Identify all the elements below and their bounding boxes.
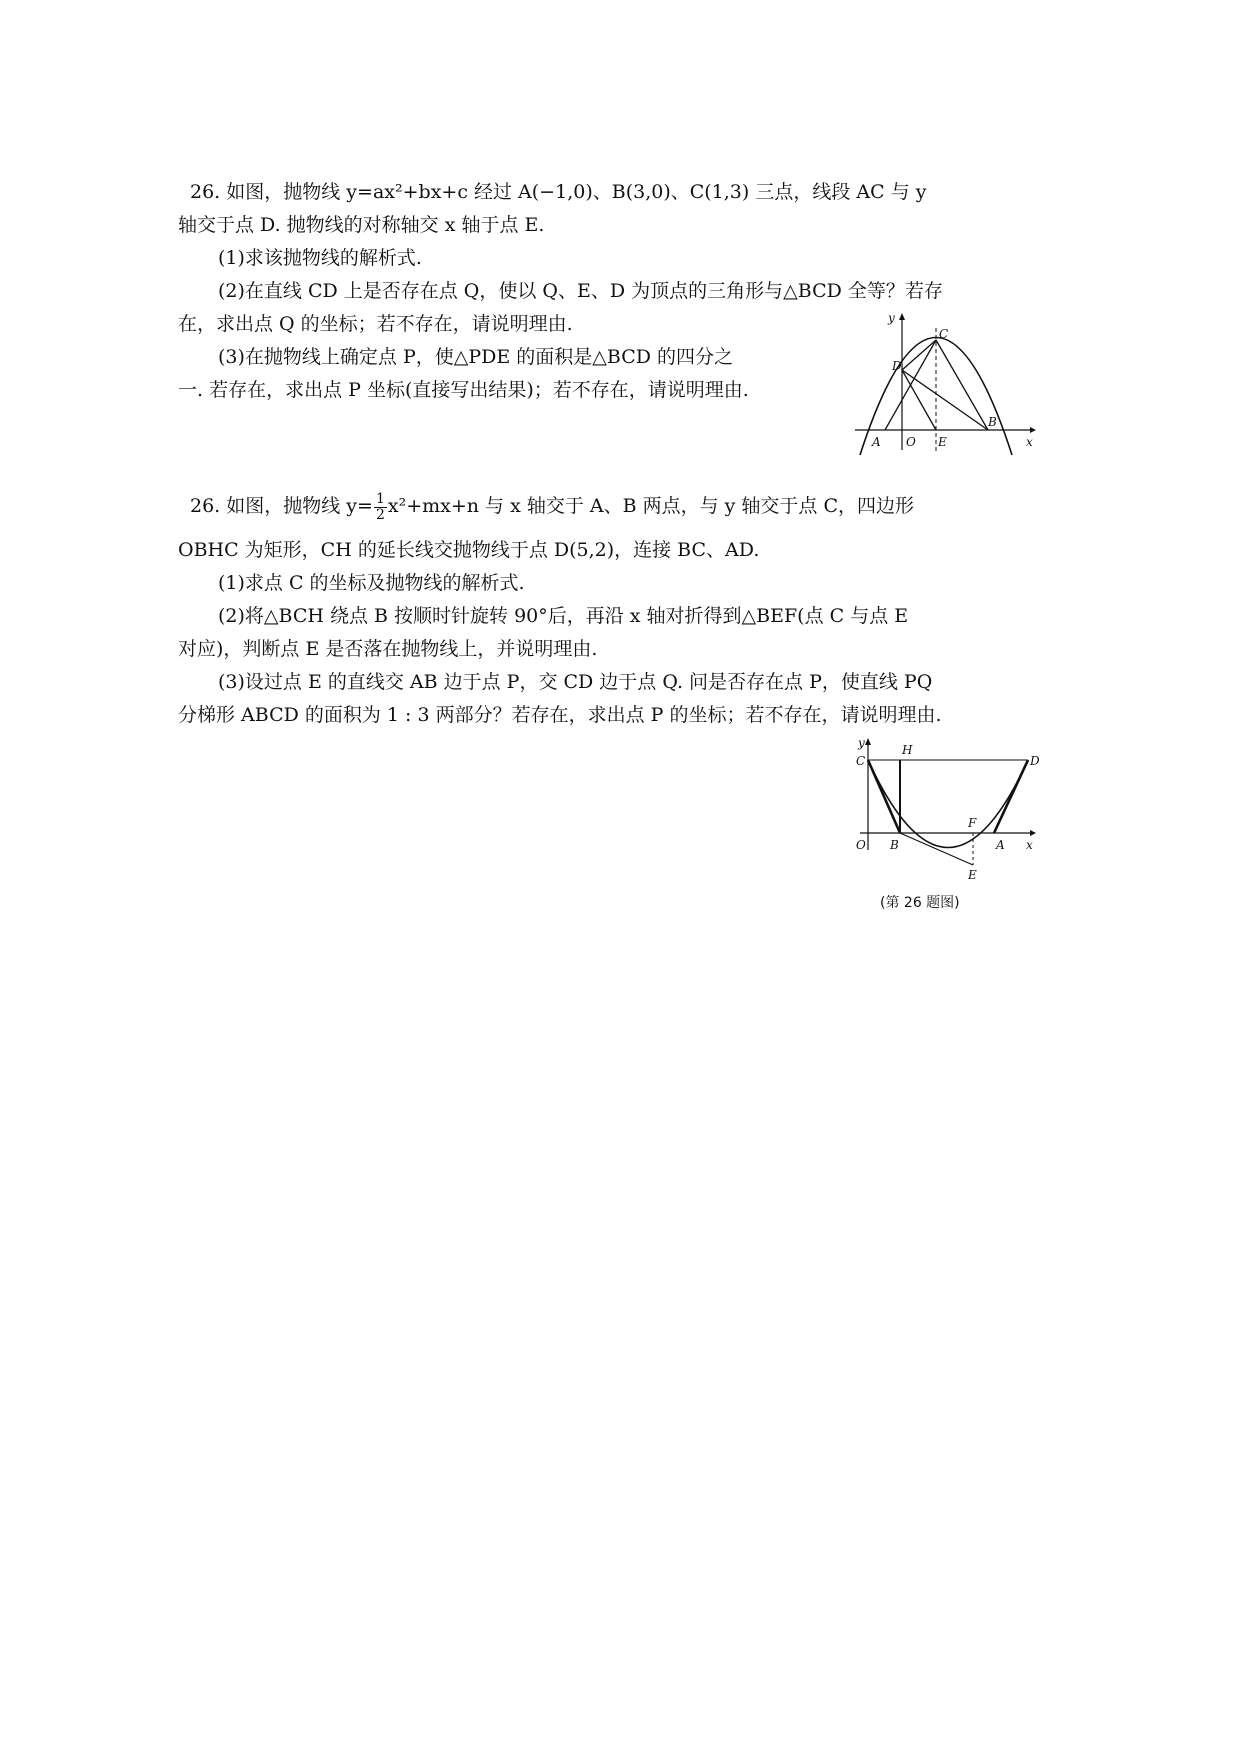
fig2-parabola	[868, 760, 1028, 848]
problem-1-question-3-line-1: (3)在抛物线上确定点 P，使△PDE 的面积是△BCD 的四分之	[218, 346, 734, 368]
problem-1-question-2-line-2: 在，求出点 Q 的坐标；若不存在，请说明理由.	[178, 313, 573, 335]
problem-1-figure	[840, 310, 1040, 460]
fig1-label-E: E	[938, 435, 947, 449]
fig2-label-E: E	[968, 868, 977, 882]
fig1-label-D: D	[892, 359, 902, 373]
fig1-segment-DB	[902, 370, 988, 430]
problem-1-statement-line-2: 轴交于点 D. 抛物线的对称轴交 x 轴于点 E.	[178, 214, 545, 236]
fig1-label-x: x	[1026, 435, 1033, 449]
fig1-segment-DE	[902, 370, 936, 430]
fig2-label-A: A	[996, 838, 1005, 852]
fig1-label-C: C	[939, 327, 949, 341]
fraction-numerator: 1	[375, 490, 385, 507]
fig2-segment-AD	[994, 760, 1028, 833]
fig1-label-B: B	[988, 415, 997, 429]
problem-2-question-1: (1)求点 C 的坐标及抛物线的解析式.	[218, 572, 525, 594]
fig2-label-C: C	[856, 754, 866, 768]
fig1-segment-CB	[936, 340, 988, 430]
problem-1-question-3-line-2: 一. 若存在，求出点 P 坐标(直接写出结果)；若不存在，请说明理由.	[178, 379, 749, 401]
fig2-label-y: y	[858, 736, 865, 750]
problem-2-statement-line-2: OBHC 为矩形，CH 的延长线交抛物线于点 D(5,2)，连接 BC、AD.	[178, 539, 760, 561]
fig2-segment-CB	[868, 760, 900, 833]
problem-1-statement-line-1: 26. 如图，抛物线 y=ax²+bx+c 经过 A(−1,0)、B(3,0)、C(1,3) 三点，线段 AC 与 y	[190, 181, 927, 203]
fig2-label-H: H	[902, 743, 913, 757]
problem-2-question-3-line-1: (3)设过点 E 的直线交 AB 边于点 P，交 CD 边于点 Q. 问是否存在点 P，使直线 PQ	[218, 671, 933, 693]
problem-1-question-1: (1)求该抛物线的解析式.	[218, 247, 422, 269]
problem-1-question-2-line-1: (2)在直线 CD 上是否存在点 Q，使以 Q、E、D 为顶点的三角形与△BCD 全等？若存	[218, 280, 943, 302]
fig2-label-D: D	[1030, 754, 1040, 768]
problem-2	[178, 490, 1050, 740]
problem-2-question-3-line-2: 分梯形 ABCD 的面积为 1 : 3 两部分？若存在，求出点 P 的坐标；若不存在，请说明理由.	[178, 704, 942, 726]
fig1-label-O: O	[906, 435, 916, 449]
fig1-label-A: A	[872, 435, 881, 449]
fig1-parabola	[860, 338, 1012, 456]
problem-2-question-2-line-2: 对应)，判断点 E 是否落在抛物线上，并说明理由.	[178, 638, 598, 660]
problem-2-question-2-line-1: (2)将△BCH 绕点 B 按顺时针旋转 90°后，再沿 x 轴对折得到△BEF(点 C 与点 E	[218, 605, 909, 627]
fraction-denominator: 2	[375, 506, 385, 523]
problem-2-figure	[840, 735, 1040, 885]
fig1-label-y: y	[888, 311, 895, 325]
fig2-label-F: F	[968, 816, 977, 830]
fig2-segment-BE	[900, 833, 973, 865]
figure-caption: (第 26 题图)	[880, 895, 960, 911]
fraction-one-half	[374, 492, 387, 523]
fig2-label-B: B	[890, 838, 899, 852]
fig2-label-x: x	[1026, 838, 1033, 852]
problem-2-statement-line-1	[190, 490, 914, 523]
problem-2-statement-pre: 26. 如图，抛物线 y=	[190, 495, 373, 517]
fig2-label-O: O	[856, 838, 866, 852]
problem-2-statement-post: x²+mx+n 与 x 轴交于 A、B 两点，与 y 轴交于点 C，四边形	[387, 495, 915, 517]
